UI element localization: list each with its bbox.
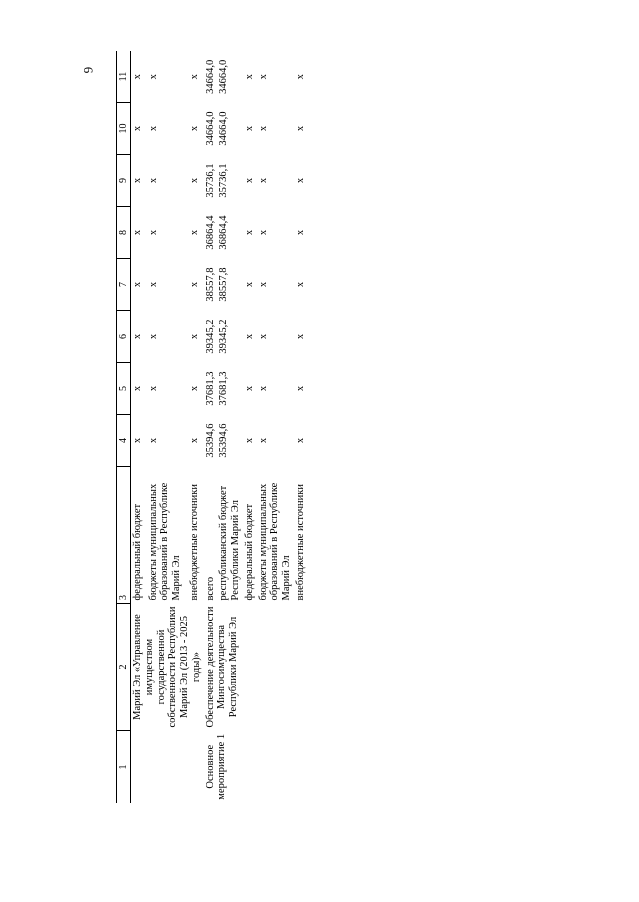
value-cell: х bbox=[257, 74, 269, 80]
value-cell: х bbox=[294, 437, 306, 444]
value-cell: х bbox=[132, 333, 144, 340]
value-cell: 39345,2 bbox=[218, 319, 230, 354]
value-cell: х bbox=[257, 229, 269, 236]
funding-source-cell: внебюджетные источники bbox=[294, 483, 306, 601]
funding-source-cell: республиканский бюджет Республики Марий Эл bbox=[218, 485, 242, 601]
column-header: 7 bbox=[117, 259, 131, 311]
value-cell: х bbox=[257, 177, 269, 184]
value-cell: х bbox=[147, 229, 159, 236]
value-cell: х bbox=[132, 177, 144, 184]
column-number-row bbox=[117, 51, 131, 803]
value-cell: 34664,0 bbox=[204, 59, 216, 94]
value-cell: х bbox=[189, 74, 201, 80]
value-cell: х bbox=[147, 125, 159, 132]
column-header: 5 bbox=[117, 363, 131, 415]
funding-source-cell: федеральный бюджет bbox=[132, 503, 144, 601]
value-cell: х bbox=[257, 437, 269, 444]
value-cell: х bbox=[243, 437, 255, 444]
column-header: 8 bbox=[117, 207, 131, 259]
value-cell: х bbox=[294, 74, 306, 80]
value-cell: х bbox=[189, 177, 201, 184]
value-cell: х bbox=[147, 437, 159, 444]
value-cell: х bbox=[294, 177, 306, 184]
value-cell: х bbox=[243, 177, 255, 184]
program-name-cell: Марий Эл «Управление имуществом государственной собственности Республики Марий Эл (2013 - 2025 годы)» bbox=[132, 606, 202, 728]
page-number: 6 bbox=[81, 66, 96, 74]
value-cell: 37681,3 bbox=[218, 371, 230, 406]
value-cell: х bbox=[243, 385, 255, 392]
value-cell: 34664,0 bbox=[204, 111, 216, 146]
value-cell: х bbox=[294, 333, 306, 340]
rotated-table-page bbox=[116, 59, 342, 803]
value-cell: х bbox=[189, 125, 201, 132]
column-header: 2 bbox=[117, 604, 131, 731]
value-cell: х bbox=[257, 281, 269, 288]
value-cell: х bbox=[147, 74, 159, 80]
value-cell: х bbox=[189, 333, 201, 340]
funding-source-cell: федеральный бюджет bbox=[243, 503, 255, 601]
value-cell: х bbox=[132, 74, 144, 80]
value-cell: х bbox=[257, 333, 269, 340]
value-cell: х bbox=[243, 74, 255, 80]
value-cell: 35736,1 bbox=[204, 163, 216, 198]
column-header: 4 bbox=[117, 415, 131, 467]
value-cell: 34664,0 bbox=[218, 59, 230, 94]
value-cell: 35394,6 bbox=[204, 423, 216, 458]
value-cell: х bbox=[147, 281, 159, 288]
value-cell: 36864,4 bbox=[218, 215, 230, 250]
event-type-cell: Основное мероприятие 1 bbox=[204, 733, 228, 800]
value-cell: х bbox=[257, 385, 269, 392]
value-cell: х bbox=[243, 281, 255, 288]
value-cell: х bbox=[132, 385, 144, 392]
column-header: 9 bbox=[117, 155, 131, 207]
value-cell: 39345,2 bbox=[204, 319, 216, 354]
value-cell: х bbox=[132, 437, 144, 444]
value-cell: х bbox=[294, 385, 306, 392]
table-row bbox=[131, 51, 147, 803]
value-cell: х bbox=[147, 385, 159, 392]
column-header: 1 bbox=[117, 731, 131, 804]
value-cell: х bbox=[294, 125, 306, 132]
value-cell: х bbox=[147, 333, 159, 340]
funding-source-cell: бюджеты муниципальных образований в Республике Марий Эл bbox=[257, 482, 293, 601]
value-cell: х bbox=[294, 281, 306, 288]
column-header: 11 bbox=[117, 51, 131, 103]
value-cell: х bbox=[243, 333, 255, 340]
event-type-cell bbox=[131, 731, 204, 804]
value-cell: 38557,8 bbox=[218, 267, 230, 302]
value-cell: х bbox=[294, 229, 306, 236]
column-header: 10 bbox=[117, 103, 131, 155]
value-cell: х bbox=[147, 177, 159, 184]
value-cell: 38557,8 bbox=[204, 267, 216, 302]
value-cell: 36864,4 bbox=[204, 215, 216, 250]
value-cell: 34664,0 bbox=[218, 111, 230, 146]
value-cell: х bbox=[257, 125, 269, 132]
program-name-cell: Обеспечение деятельности Мингосимущества Республики Марий Эл bbox=[204, 606, 240, 728]
funding-source-cell: бюджеты муниципальных образований в Республике Марий Эл bbox=[147, 482, 183, 601]
value-cell: х bbox=[243, 229, 255, 236]
value-cell: х bbox=[243, 125, 255, 132]
funding-source-cell: всего bbox=[204, 576, 216, 601]
value-cell: 35394,6 bbox=[218, 423, 230, 458]
value-cell: 37681,3 bbox=[204, 371, 216, 406]
column-header: 6 bbox=[117, 311, 131, 363]
value-cell: х bbox=[132, 125, 144, 132]
value-cell: х bbox=[189, 385, 201, 392]
value-cell: х bbox=[132, 281, 144, 288]
value-cell: х bbox=[132, 229, 144, 236]
value-cell: 35736,1 bbox=[218, 163, 230, 198]
funding-table bbox=[116, 51, 308, 803]
value-cell: х bbox=[189, 229, 201, 236]
table-row bbox=[204, 51, 218, 803]
value-cell: х bbox=[189, 437, 201, 444]
funding-source-cell: внебюджетные источники bbox=[189, 483, 201, 601]
column-header: 3 bbox=[117, 467, 131, 604]
value-cell: х bbox=[189, 281, 201, 288]
